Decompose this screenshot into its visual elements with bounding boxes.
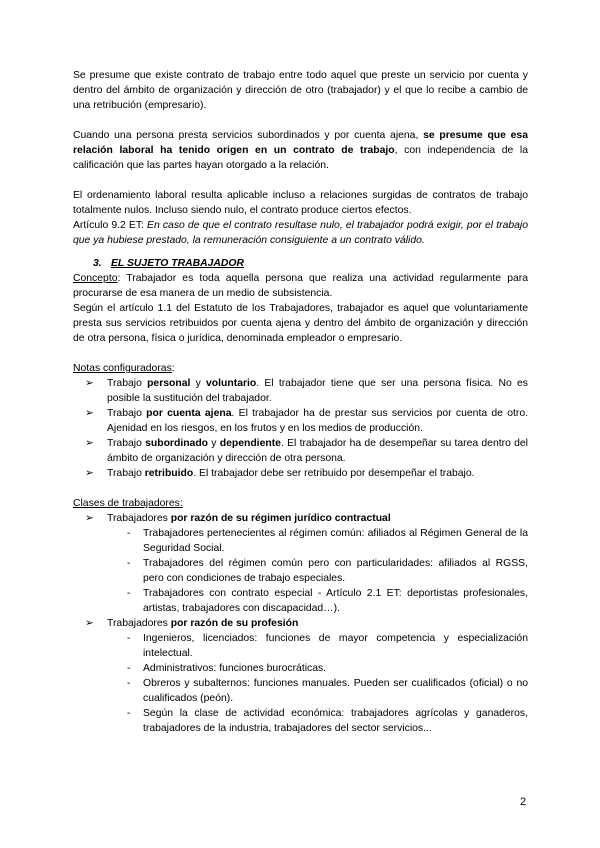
list-item: - Según la clase de actividad económica: trabajadores agrícolas y ganaderos, trabajadores de la industria, trabajadores del sector servicios...: [127, 708, 528, 734]
paragraph-presuncion: Se presume que existe contrato de trabajo entre todo aquel que preste un servicio por cuenta y dentro del ámbito de organización y dirección de otro (trabajador) y el que lo recibe a cambio de una retribución (empresario).: [73, 70, 528, 111]
notas-list: [73, 376, 528, 481]
clases-list: [73, 511, 528, 526]
paragraph-contratos-nulos: El ordenamiento laboral resulta aplicable incluso a relaciones surgidas de contratos de trabajo totalmente nulos. Incluso siendo nulo, el contrato produce ciertos efectos.: [73, 190, 528, 216]
quote-articulo-9-2: En caso de que el contrato resultase nulo, el trabajador podrá exigir, por el trabajo que ya hubiese prestado, la remuneración consiguiente a un contrato válido.: [73, 220, 528, 246]
document-page: [73, 68, 528, 736]
section-title: EL SUJETO TRABAJADOR: [111, 258, 244, 269]
list-item: ➢ Trabajadores por razón de su profesión: [85, 618, 299, 629]
arrow-bullet-icon: ➢: [85, 618, 94, 629]
page-number: 2: [520, 796, 527, 808]
dash-bullet: -: [127, 663, 131, 674]
list-item: ➢ Trabajo por cuenta ajena. El trabajador ha de prestar sus servicios por cuenta de otro. Ajenidad en los riesgos, en los frutos y en los medios de producción.: [85, 408, 529, 434]
arrow-bullet-icon: ➢: [85, 408, 94, 419]
dash-bullet: -: [127, 633, 131, 644]
clases-list-2: [73, 616, 528, 631]
concepto-label: Concepto: [73, 273, 118, 284]
dash-bullet: -: [127, 678, 131, 689]
list-item: - Trabajadores pertenecientes al régimen común: afiliados al Régimen General de la Seguridad Social.: [127, 528, 528, 554]
paragraph-articulo-1-1: Según el artículo 1.1 del Estatuto de los Trabajadores, trabajador es aquel que voluntariamente presta sus servicios retribuidos por cuenta ajena y dentro del ámbito de organización y dirección de otra persona, física o jurídica, denominada empleador o empresario.: [73, 303, 528, 344]
dash-bullet: -: [127, 588, 131, 599]
profesion-sublist: [73, 631, 528, 736]
paragraph-articulo-9-2: Artículo 9.2 ET: En caso de que el contrato resultase nulo, el trabajador podrá exigir, por el trabajo que ya hubiese prestado, la remuneración consiguiente a un contrato válido.: [73, 220, 528, 246]
dash-bullet: -: [127, 558, 131, 569]
arrow-bullet-icon: ➢: [85, 438, 94, 449]
list-item: ➢ Trabajadores por razón de su régimen jurídico contractual: [85, 513, 391, 524]
list-item: - Trabajadores con contrato especial - Artículo 2.1 ET: deportistas profesionales, artistas, trabajadores con discapacidad…).: [127, 588, 528, 614]
paragraph-relacion-laboral: Cuando una persona presta servicios subordinados y por cuenta ajena, se presume que esa relación laboral ha tenido origen en un contrato de trabajo, con independencia de la calificación que las partes hayan otorgado a la relación.: [73, 130, 529, 171]
clases-heading: Clases de trabajadores:: [73, 498, 183, 509]
arrow-bullet-icon: ➢: [85, 378, 94, 389]
paragraph-concepto: Concepto: Trabajador es toda aquella persona que realiza una actividad regularmente para procurarse de esa manera de un medio de subsistencia.: [73, 273, 528, 299]
list-item: ➢ Trabajo subordinado y dependiente. El trabajador ha de desempeñar su tarea dentro del ámbito de organización y dirección de otra persona.: [85, 438, 528, 464]
dash-bullet: -: [127, 528, 131, 539]
regimen-sublist: [73, 526, 528, 616]
notas-heading: Notas configuradoras:: [73, 363, 175, 374]
list-item: ➢ Trabajo personal y voluntario. El trabajador tiene que ser una persona física. No es posible la sustitución del trabajador.: [85, 378, 528, 404]
arrow-bullet-icon: ➢: [85, 513, 94, 524]
dash-bullet: -: [127, 708, 131, 719]
bold-presume: se presume que esa relación laboral ha tenido origen en un contrato de trabajo: [73, 130, 528, 156]
list-item: - Ingenieros, licenciados: funciones de mayor competencia y especialización intelectual.: [127, 633, 528, 659]
arrow-bullet-icon: ➢: [85, 468, 94, 479]
section-number: 3.: [93, 258, 102, 269]
list-item: - Trabajadores del régimen común pero con particularidades: afiliados al RGSS, pero con condiciones de trabajo especiales.: [127, 558, 528, 584]
list-item: ➢ Trabajo retribuido. El trabajador debe ser retribuido por desempeñar el trabajo.: [85, 468, 475, 479]
section-heading: [93, 256, 528, 271]
list-item: - Administrativos: funciones burocráticas.: [127, 663, 327, 674]
list-item: - Obreros y subalternos: funciones manuales. Pueden ser cualificados (oficial) o no cualificados (peón).: [127, 678, 528, 704]
